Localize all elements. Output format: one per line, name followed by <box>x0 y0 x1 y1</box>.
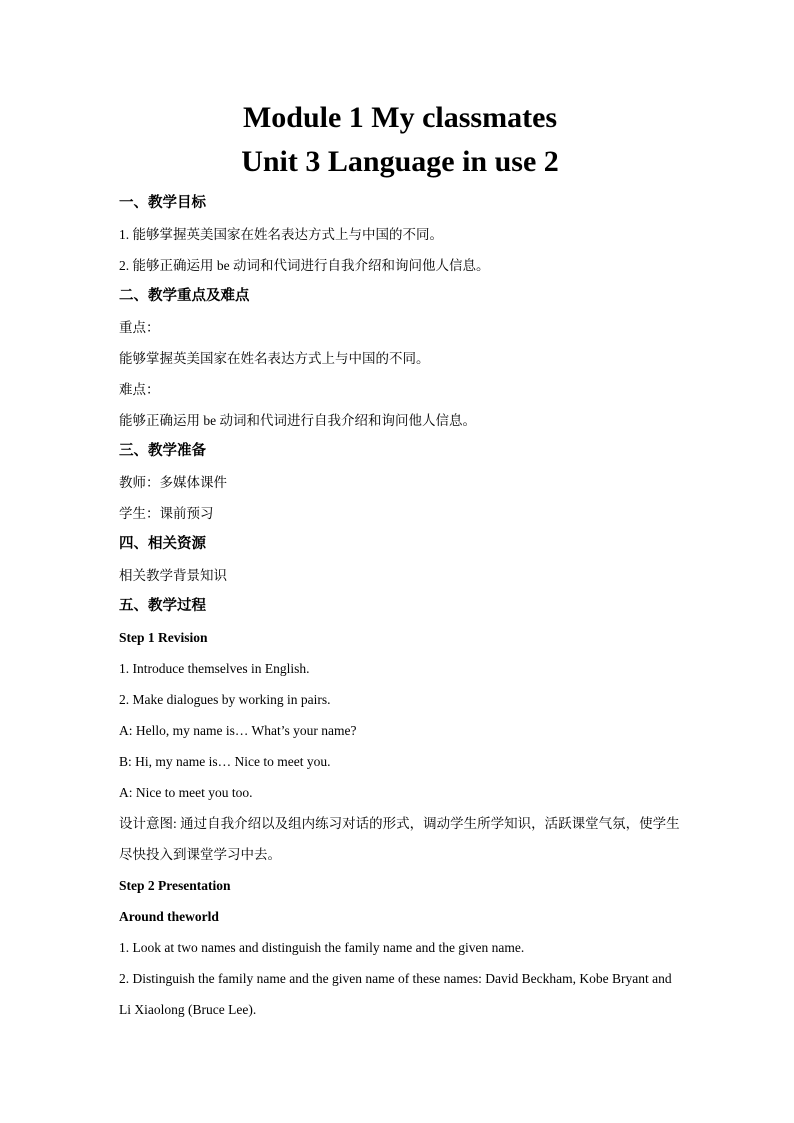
resources-text: 相关教学背景知识 <box>119 568 227 583</box>
step-1-line: A: Nice to meet you too. <box>119 785 253 800</box>
step-2-subtitle: Around theworld <box>119 909 219 924</box>
title-line-2: Unit 3 Language in use 2 <box>241 145 559 178</box>
section-heading-objectives: 一、教学目标 <box>119 195 206 211</box>
section-heading-key-points: 二、教学重点及难点 <box>119 288 250 304</box>
preparation-student: 学生：课前预习 <box>119 506 214 521</box>
step-2-line: 1. Look at two names and distinguish the family name and the given name. <box>119 940 525 955</box>
step-2-line: 2. Distinguish the family name and the given name of these names: David Beckham, Kobe Bryant and Li Xiaolong (Bruce Lee). <box>119 971 672 1017</box>
step-1-line: B: Hi, my name is… Nice to meet you. <box>119 754 331 769</box>
objective-item-2: 2. 能够正确运用 be 动词和代词进行自我介绍和询问他人信息。 <box>119 258 490 273</box>
difficulty-label: 难点： <box>119 382 160 397</box>
title-line-1: Module 1 My classmates <box>242 101 558 134</box>
step-1-line: A: Hello, my name is… What’s your name? <box>119 723 357 738</box>
step-1-title: Step 1 Revision <box>119 630 208 645</box>
design-intent: 设计意图: 通过自我介绍以及组内练习对话的形式，调动学生所学知识，活跃课堂气氛，使学生尽快投入到课堂学习中去。 <box>119 816 680 862</box>
document-page <box>119 96 681 1025</box>
focus-label: 重点： <box>119 320 160 335</box>
section-heading-resources: 四、相关资源 <box>119 536 206 552</box>
objective-item-1: 1. 能够掌握英美国家在姓名表达方式上与中国的不同。 <box>119 227 443 242</box>
step-1-line: 2. Make dialogues by working in pairs. <box>119 692 331 707</box>
difficulty-text: 能够正确运用 be 动词和代词进行自我介绍和询问他人信息。 <box>119 413 476 428</box>
step-2-title: Step 2 Presentation <box>119 878 231 893</box>
section-heading-process: 五、教学过程 <box>119 598 206 614</box>
focus-text: 能够掌握英美国家在姓名表达方式上与中国的不同。 <box>119 351 430 366</box>
preparation-teacher: 教师：多媒体课件 <box>119 475 227 490</box>
step-1-line: 1. Introduce themselves in English. <box>119 661 310 676</box>
section-heading-preparation: 三、教学准备 <box>119 443 206 459</box>
